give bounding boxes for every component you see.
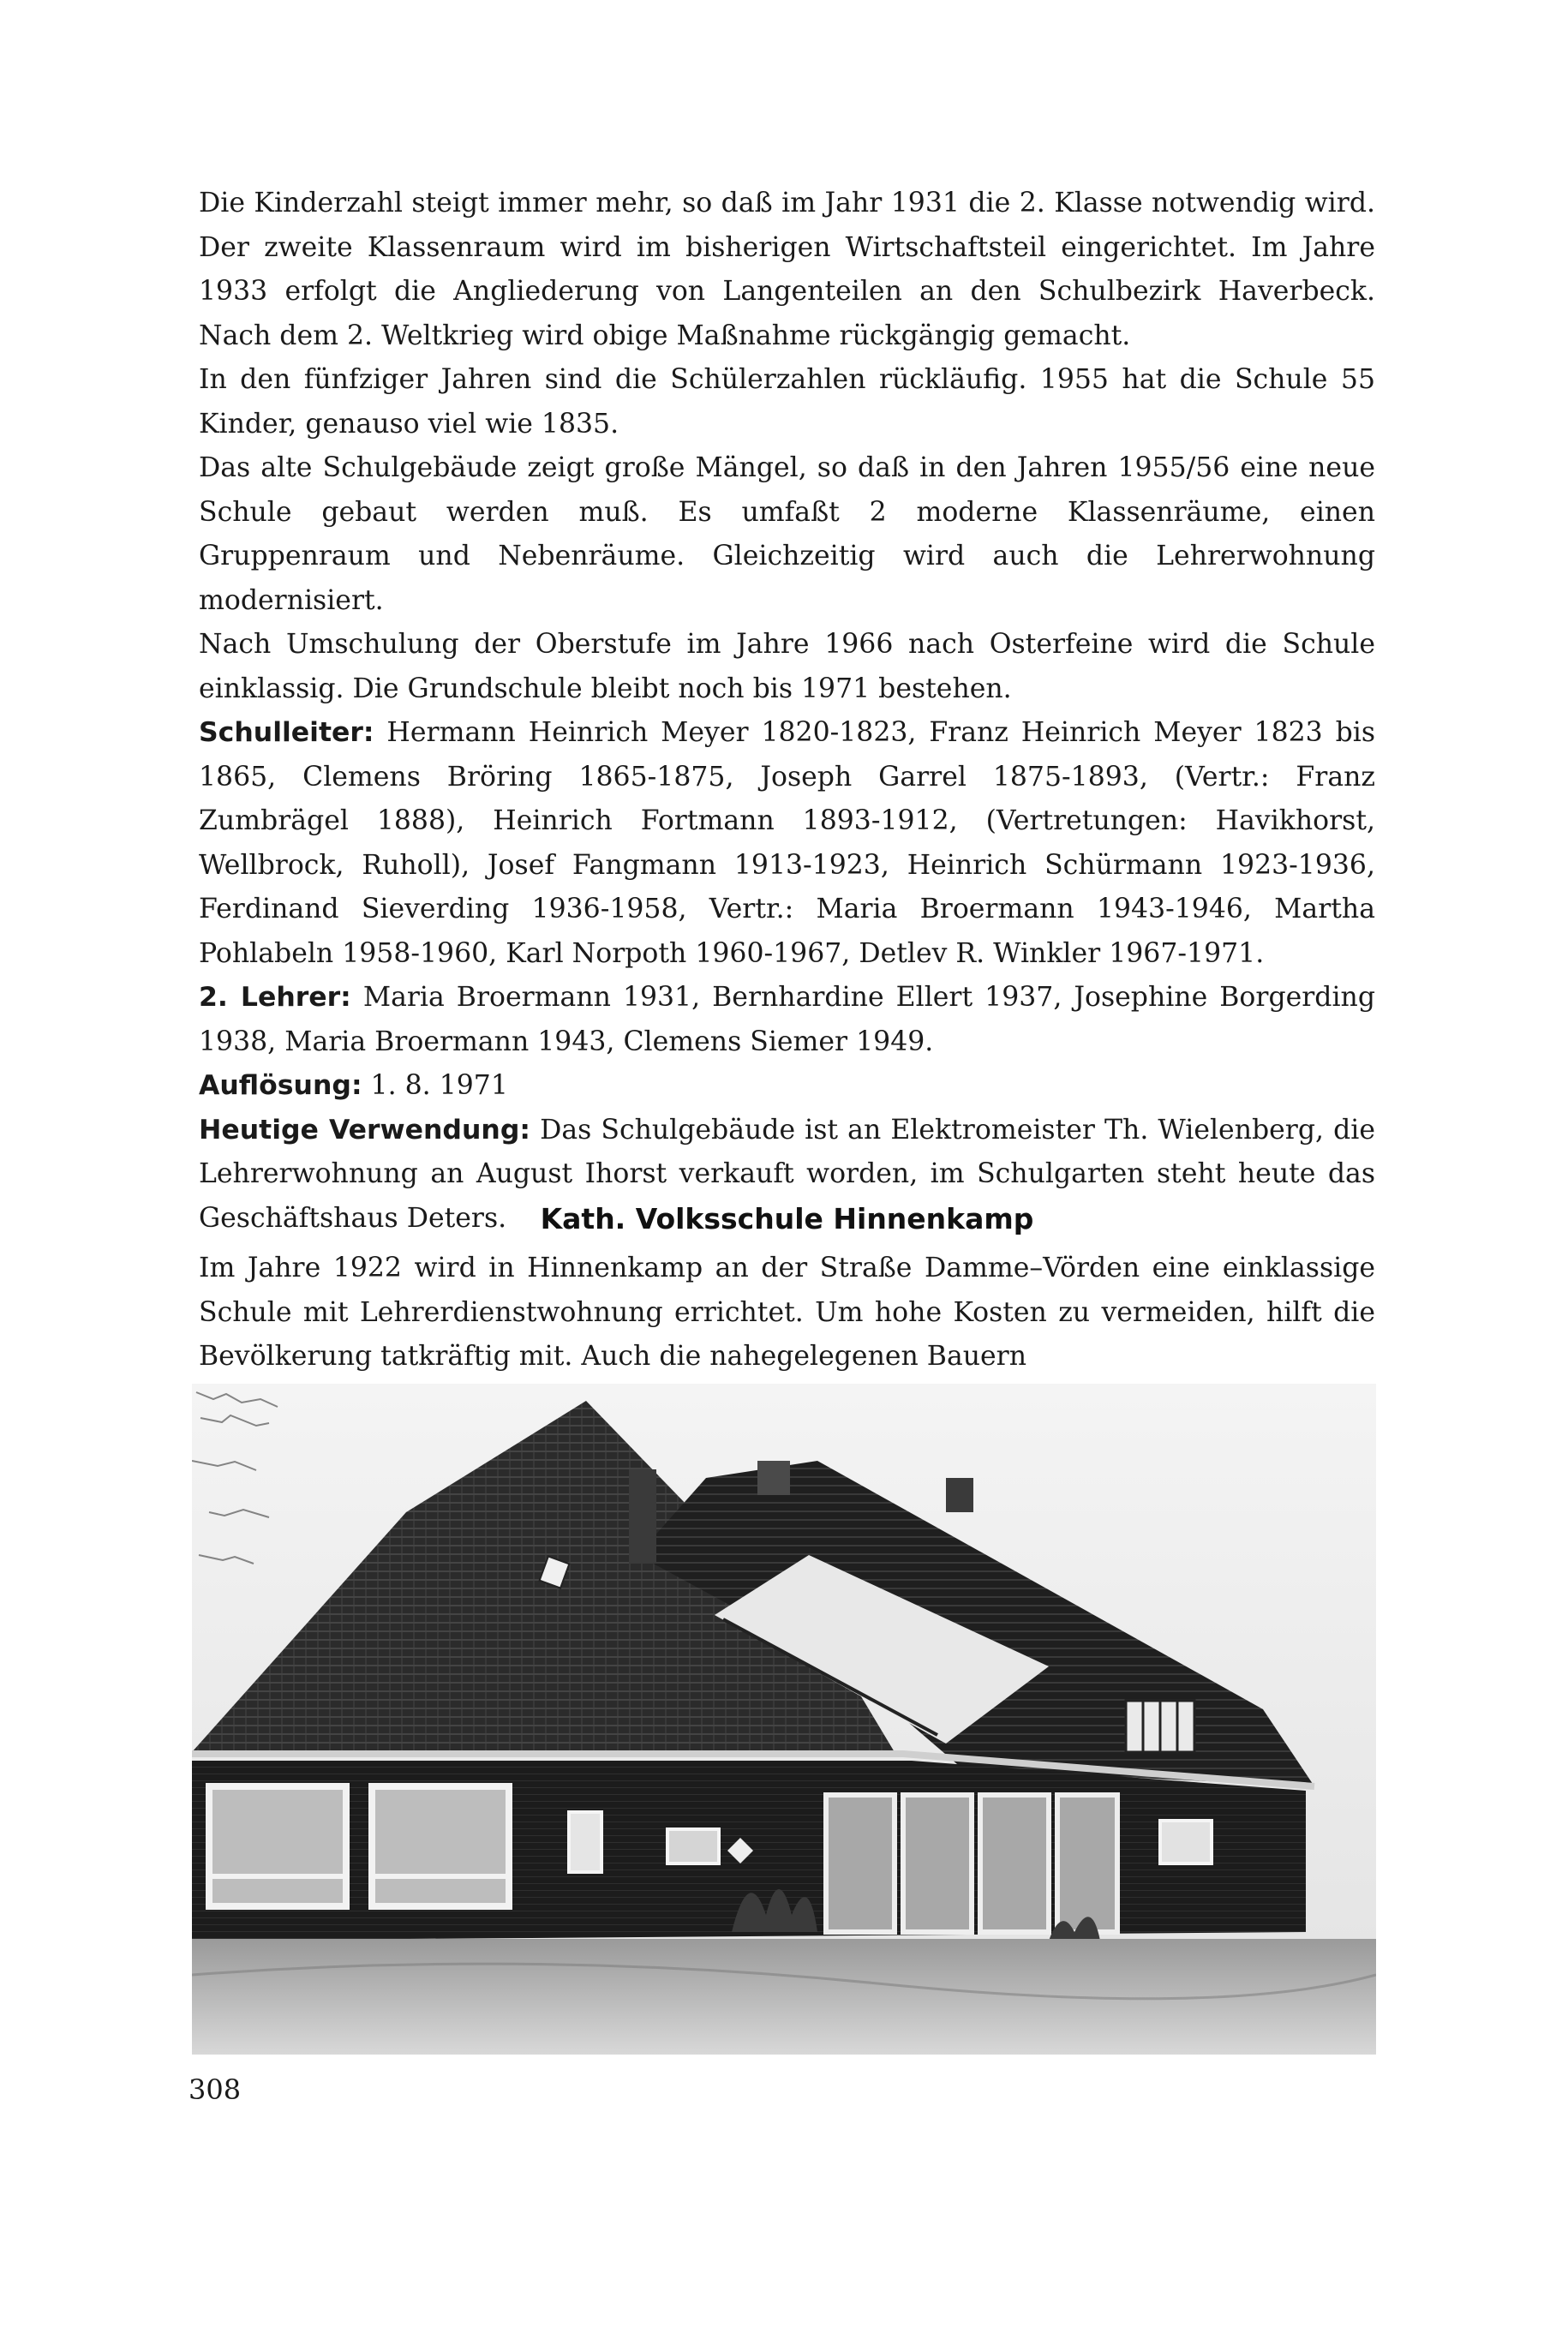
verwendung-text: Das Schulgebäude ist an Elektromeister Th. Wielenberg, die Lehrerwohnung an August Ihorst verkauft worden, im Schulgarten steht heute das Geschäftshaus Deters. [199,1114,1375,1234]
section-paragraph: Im Jahre 1922 wird in Hinnenkamp an der Straße Damme–Vörden eine einklassige Schule mit Lehrerdienstwohnung errichtet. Um hohe Kosten zu vermeiden, hilft die Bevölkerung tatkräftig mit. Auch die nahegelegenen Bauern [199,1253,1375,1372]
lehrer-text: Maria Broermann 1931, Bernhardine Ellert 1937, Josephine Borgerding 1938, Maria Broermann 1943, Clemens Siemer 1949. [199,982,1375,1057]
aufloesung-text: 1. 8. 1971 [362,1070,508,1101]
aufloesung-entry [199,1064,1375,1109]
paragraph: Nach Umschulung der Oberstufe im Jahre 1966 nach Osterfeine wird die Schule einklassig. Die Grundschule bleibt noch bis 1971 bestehen. [199,629,1375,704]
section-body [199,1247,1375,1379]
aufloesung-label: Auflösung: [199,1070,362,1101]
lehrer-label: 2. Lehrer: [199,982,351,1013]
verwendung-label: Heutige Verwendung: [199,1114,530,1146]
page-number: 308 [189,2073,242,2106]
section-heading: Kath. Volksschule Hinnenkamp [540,1202,1034,1235]
lehrer-entry [199,976,1375,1064]
school-building-photo [192,1384,1376,2055]
body-text [199,182,1375,1241]
schulleiter-text: Hermann Heinrich Meyer 1820-1823, Franz Heinrich Meyer 1823 bis 1865, Clemens Bröring 1865-1875, Joseph Garrel 1875-1893, (Vertr.: Franz Zumbrägel 1888), Heinrich Fortmann 1893-1912, (Vertretungen: Havikhorst, Wellbrock, Ruholl), Josef Fangmann 1913-1923, Heinrich Schürmann 1923-1936, Ferdinand Sieverding 1936-1958, Vertr.: Maria Broermann 1943-1946, Martha Pohlabeln 1958-1960, Karl Norpoth 1960-1967, Detlev R. Winkler 1967-1971. [199,717,1375,969]
schulleiter-entry [199,711,1375,976]
schulleiter-label: Schulleiter: [199,717,374,748]
paragraph: Das alte Schulgebäude zeigt große Mängel, so daß in den Jahren 1955/56 eine neue Schule gebaut werden muß. Es umfaßt 2 moderne Klassenräume, einen Gruppenraum und Nebenräume. Gleichzeitig wird auch die Lehrerwohnung modernisiert. [199,452,1375,616]
paragraph: Die Kinderzahl steigt immer mehr, so daß im Jahr 1931 die 2. Klasse notwendig wird. Der zweite Klassenraum wird im bisherigen Wirtschaftsteil eingerichtet. Im Jahre 1933 erfolgt die Angliederung von Langenteilen an den Schulbezirk Haverbeck. Nach dem 2. Weltkrieg wird obige Maßnahme rückgängig gemacht. [199,188,1375,351]
paragraph: In den fünfziger Jahren sind die Schülerzahlen rückläufig. 1955 hat die Schule 55 Kinder, genauso viel wie 1835. [199,364,1375,440]
